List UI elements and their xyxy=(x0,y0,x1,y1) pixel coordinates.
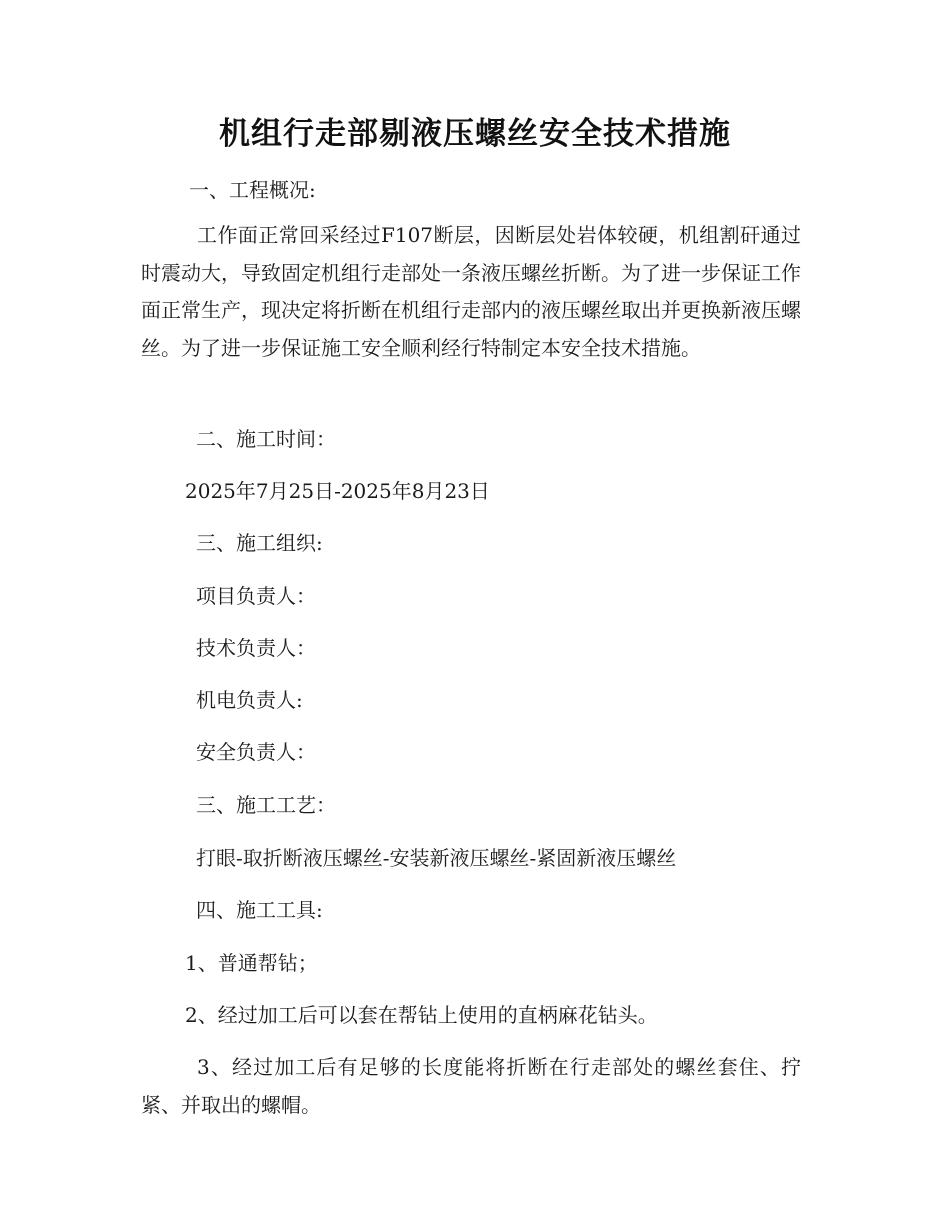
tool-item: 2、经过加工后可以套在帮钻上使用的直柄麻花钻头。 xyxy=(185,1003,658,1027)
section-heading-overview: 一、工程概况: xyxy=(189,178,316,202)
org-project-lead: 项目负责人： xyxy=(196,584,316,608)
org-tech-lead: 技术负责人： xyxy=(196,636,316,660)
process-steps: 打眼-取折断液压螺丝-安装新液压螺丝-紧固新液压螺丝 xyxy=(196,846,677,870)
section-heading-schedule: 二、施工时间： xyxy=(196,427,336,451)
org-safety-lead: 安全负责人： xyxy=(196,740,316,764)
tool-item: 1、普通帮钻； xyxy=(185,951,318,975)
org-electromech-lead: 机电负责人: xyxy=(196,688,303,712)
overview-paragraph: 工作面正常回采经过F107断层，因断层处岩体较硬，机组割矸通过时震动大，导致固定机组行走部处一条液压螺丝折断。为了进一步保证工作面正常生产，现决定将折断在机组行走部内的液压螺丝取出并更换新液压螺丝。为了进一步保证施工安全顺利经行特制定本安全技术措施。 xyxy=(141,223,801,360)
section-heading-process: 三、施工工艺： xyxy=(196,793,336,817)
schedule-dates: 2025年7月25日-2025年8月23日 xyxy=(185,479,490,503)
section-heading-organization: 三、施工组织: xyxy=(196,531,323,555)
document-title: 机组行走部剔液压螺丝安全技术措施 xyxy=(219,116,731,152)
section-heading-tools: 四、施工工具: xyxy=(196,898,323,922)
tool-item: 3、经过加工后有足够的长度能将折断在行走部处的螺丝套住、拧紧、并取出的螺帽。 xyxy=(141,1055,801,1117)
